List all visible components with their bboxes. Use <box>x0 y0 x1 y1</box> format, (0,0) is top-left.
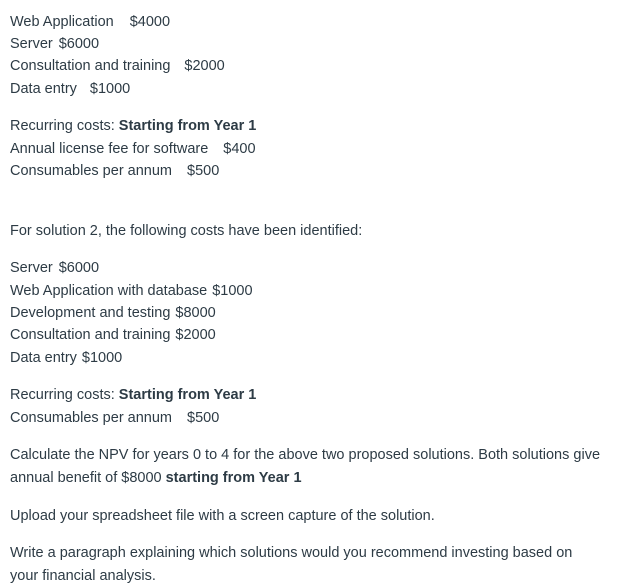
cost-line-data-entry: Data entry $1000 <box>10 81 131 97</box>
s2-cost-line-data-entry: Data entry $1000 <box>10 350 123 366</box>
s2-cost-line-web-application-database: Web Application with database $1000 <box>10 283 253 299</box>
cost-line-server: Server $6000 <box>10 36 100 52</box>
recurring-line-consumables: Consumables per annum $500 <box>10 163 220 179</box>
s2-recurring-costs-heading: Recurring costs: Starting from Year 1 <box>10 387 257 403</box>
recurring-costs-heading: Recurring costs: Starting from Year 1 <box>10 118 257 134</box>
cost-line-consultation-training: Consultation and training $2000 <box>10 58 225 74</box>
npv-question: Calculate the NPV for years 0 to 4 for the above two proposed solutions. Both solutions give annual benefit of $8000 starting from Year 1 <box>10 447 601 486</box>
cost-line-web-application: Web Application $4000 <box>10 14 171 30</box>
s2-recurring-line-consumables: Consumables per annum $500 <box>10 410 220 426</box>
paragraph-instruction: Write a paragraph explaining which solutions would you recommend investing based on your financial analysis. <box>10 545 573 584</box>
upload-instruction: Upload your spreadsheet file with a screen capture of the solution. <box>10 508 435 524</box>
s2-cost-line-server: Server $6000 <box>10 260 100 276</box>
s2-cost-line-development-testing: Development and testing $8000 <box>10 305 216 321</box>
solution2-intro: For solution 2, the following costs have been identified: <box>10 223 363 239</box>
s2-cost-line-consultation-training: Consultation and training $2000 <box>10 327 216 343</box>
recurring-line-license-fee: Annual license fee for software $400 <box>10 141 256 157</box>
